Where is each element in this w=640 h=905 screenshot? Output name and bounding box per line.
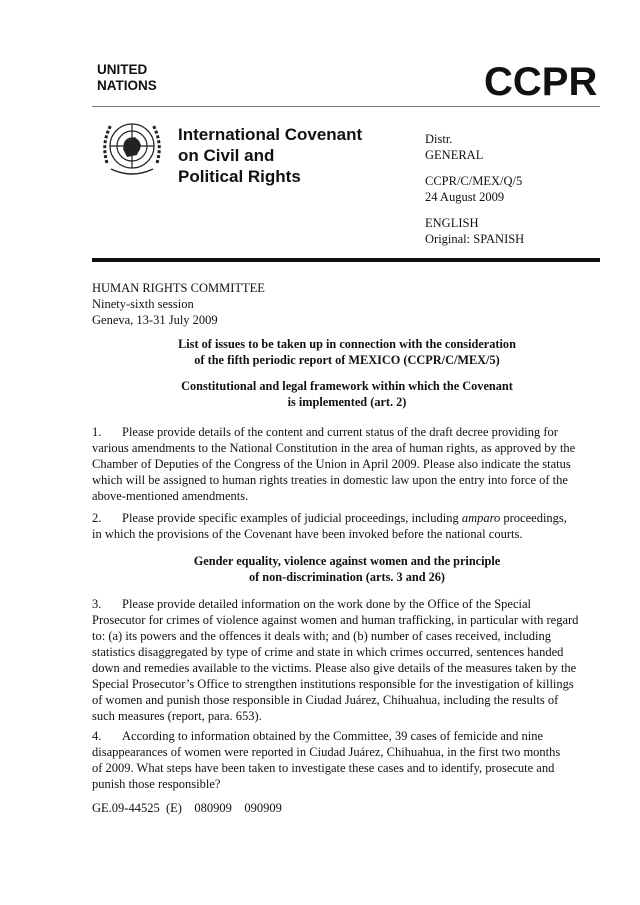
text: statistics disaggregated by type of crime and state in which crimes occurred, sentences handed <box>92 645 564 659</box>
org-line: UNITED <box>97 62 148 77</box>
divider-thick <box>92 258 600 262</box>
title-line: on Civil and <box>178 146 275 165</box>
text-line <box>92 708 602 724</box>
text-line <box>92 456 602 472</box>
heading-line: of the fifth periodic report of MEXICO (CCPR/C/MEX/5) <box>194 353 500 367</box>
text-line <box>92 660 602 676</box>
text-line <box>92 676 602 692</box>
text: Special Prosecutor’s Office to strengthen institutions responsible for the investigation of killings <box>92 677 574 691</box>
heading-line: Gender equality, violence against women and the principle <box>193 554 501 568</box>
section-heading-framework <box>92 378 602 410</box>
text-line <box>92 728 602 744</box>
doc-symbol: CCPR/C/MEX/Q/5 <box>425 174 523 188</box>
text-line: in which the provisions of the Covenant have been invoked before the national courts. <box>92 527 523 541</box>
session-dates: Geneva, 13-31 July 2009 <box>92 313 218 327</box>
text-line <box>92 744 602 760</box>
text: Please provide specific examples of judicial proceedings, including <box>122 511 462 525</box>
un-emblem-icon <box>97 113 167 183</box>
text: to: (a) its powers and the offences it deals with; and (b) number of cases received, including <box>92 629 551 643</box>
title-line: International Covenant <box>178 125 363 144</box>
original-language: Original: SPANISH <box>425 232 525 246</box>
text: According to information obtained by the Committee, 39 cases of femicide and nine <box>122 729 544 743</box>
paragraph-number: 1. <box>92 425 102 439</box>
text: proceedings, <box>500 511 567 525</box>
distr-type: GENERAL <box>425 148 484 162</box>
heading-line: is implemented (art. 2) <box>287 395 407 409</box>
text: Please provide details of the content and current status of the draft decree providing for <box>122 425 558 439</box>
text-line <box>92 472 602 488</box>
divider <box>92 106 600 107</box>
document-series: CCPR <box>484 60 598 104</box>
text-line <box>92 612 602 628</box>
heading-line: of non-discrimination (arts. 3 and 26) <box>248 570 446 584</box>
paragraph-number: 4. <box>92 729 102 743</box>
document-title <box>178 124 362 187</box>
paragraph-number: 2. <box>92 511 102 525</box>
text-line <box>92 424 602 440</box>
italic-term: amparo <box>461 511 501 525</box>
title-line: Political Rights <box>178 167 301 186</box>
doc-date: 24 August 2009 <box>425 190 505 204</box>
paragraph-2 <box>92 510 602 542</box>
text: Chamber of Deputies of the Congress of the Union in April 2009. Please also indicate the status <box>92 457 571 471</box>
text: which will be assigned to human rights treaties in domestic law upon the entry into force of the <box>92 473 568 487</box>
section-heading-gender <box>92 553 602 585</box>
heading-line: Constitutional and legal framework within which the Covenant <box>181 379 513 393</box>
text-line <box>92 692 602 708</box>
paragraph-4 <box>92 728 602 792</box>
org-line: NATIONS <box>97 78 157 93</box>
paragraph-1 <box>92 424 602 504</box>
text: of 2009. What steps have been taken to investigate these cases and to identify, prosecute and <box>92 761 555 775</box>
distribution-info <box>425 131 524 247</box>
text-line <box>92 488 602 504</box>
text-line <box>92 644 602 660</box>
paragraph-number: 3. <box>92 597 102 611</box>
text: such measures (report, para. 653). <box>92 709 262 723</box>
distr-label: Distr. <box>425 132 453 146</box>
text: Prosecutor for crimes of violence against women and human trafficking, in particular with regard <box>92 613 579 627</box>
text: above-mentioned amendments. <box>92 489 249 503</box>
session: Ninety-sixth session <box>92 297 194 311</box>
text: down and remedies available to the victims. Please also give details of the measures taken by the <box>92 661 577 675</box>
text-line <box>92 628 602 644</box>
org-name <box>97 62 157 94</box>
committee-name: HUMAN RIGHTS COMMITTEE <box>92 281 265 295</box>
doc-language: ENGLISH <box>425 216 479 230</box>
text-line <box>92 760 602 776</box>
main-heading <box>92 336 602 368</box>
committee-info <box>92 280 602 328</box>
text: Please provide detailed information on the work done by the Office of the Special <box>122 597 532 611</box>
text: punish those responsible? <box>92 777 221 791</box>
text-line <box>92 776 602 792</box>
document-footer: GE.09-44525 (E) 080909 090909 <box>92 801 282 815</box>
text: various amendments to the National Constitution in the area of human rights, as approved by the <box>92 441 576 455</box>
text-line <box>92 596 602 612</box>
text: disappearances of women were reported in Ciudad Juárez, Chihuahua, in the first two months <box>92 745 561 759</box>
text-line <box>92 440 602 456</box>
paragraph-3 <box>92 596 602 724</box>
text: of women and punish those responsible in Ciudad Juárez, Chihuahua, including the results of <box>92 693 559 707</box>
heading-line: List of issues to be taken up in connection with the consideration <box>178 337 516 351</box>
